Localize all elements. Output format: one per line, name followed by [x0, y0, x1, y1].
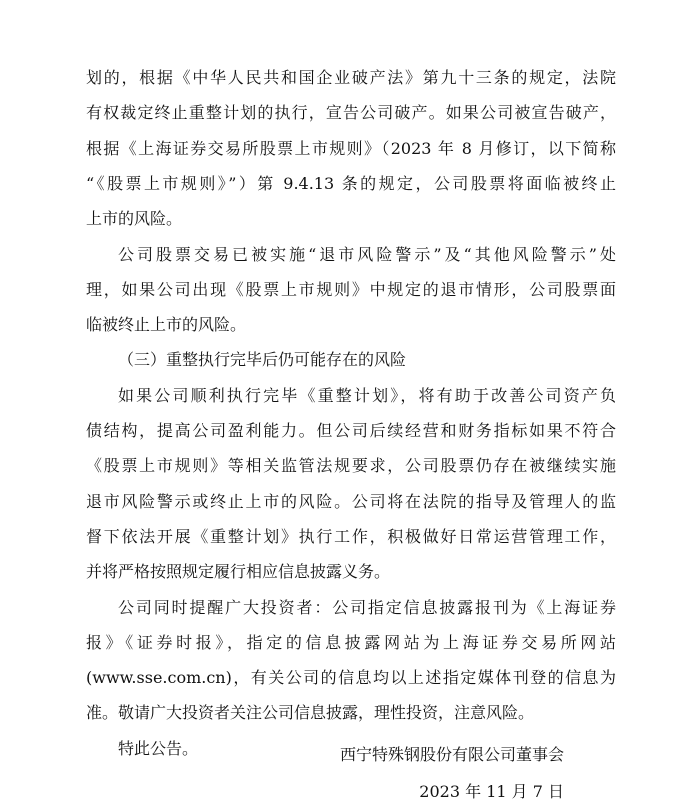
paragraph-1-line-1: 划的，根据《中华人民共和国企业破产法》第九十三条的规定，法院: [86, 68, 616, 87]
paragraph-1-line-3: 根据《上海证券交易所股票上市规则》（2023 年 8 月修订，以下简称: [86, 138, 616, 158]
paragraph-3-line-6: 并将严格按照规定履行相应信息披露义务。: [86, 562, 391, 582]
signature-date: 2023 年 11 月 7 日: [419, 782, 564, 801]
paragraph-3-line-3: 《股票上市规则》等相关监管法规要求，公司股票仍存在被继续实施: [86, 456, 616, 476]
signature-company: 西宁特殊钢股份有限公司董事会: [339, 745, 564, 764]
paragraph-3-line-5: 督下依法开展《重整计划》执行工作，积极做好日常运营管理工作，: [86, 526, 616, 546]
paragraph-4-line-4: 准。敬请广大投资者关注公司信息披露，理性投资，注意风险。: [86, 703, 535, 723]
paragraph-2-line-3: 临被终止上市的风险。: [86, 315, 247, 335]
section-heading-3: （三）重整执行完毕后仍可能存在的风险: [118, 350, 407, 370]
paragraph-1-line-4: “《股票上市规则》”）第 9.4.13 条的规定，公司股票将面临被终止: [86, 173, 616, 193]
paragraph-3-line-1: 如果公司顺利执行完毕《重整计划》，将有助于改善公司资产负: [118, 385, 616, 405]
paragraph-2-line-1: 公司股票交易已被实施“退市风险警示”及“其他风险警示”处: [118, 244, 616, 264]
paragraph-1-line-2: 有权裁定终止重整计划的执行，宣告公司破产。如果公司被宣告破产，: [86, 103, 616, 123]
paragraph-2-line-2: 理，如果公司出现《股票上市规则》中规定的退市情形，公司股票面: [86, 279, 616, 299]
paragraph-4-line-2: 报》《证券时报》，指定的信息披露网站为上海证券交易所网站: [86, 632, 616, 652]
paragraph-4-line-3: (www.sse.com.cn)，有关公司的信息均以上述指定媒体刊登的信息为: [86, 668, 616, 688]
paragraph-4-line-1: 公司同时提醒广大投资者：公司指定信息披露报刊为《上海证券: [118, 597, 616, 617]
paragraph-3-line-2: 债结构，提高公司盈利能力。但公司后续经营和财务指标如果不符合: [86, 421, 616, 440]
closing-text: 特此公告。: [118, 738, 199, 758]
paragraph-3-line-4: 退市风险警示或终止上市的风险。公司将在法院的指导及管理人的监: [86, 491, 616, 511]
paragraph-1-line-5: 上市的风险。: [86, 209, 183, 229]
